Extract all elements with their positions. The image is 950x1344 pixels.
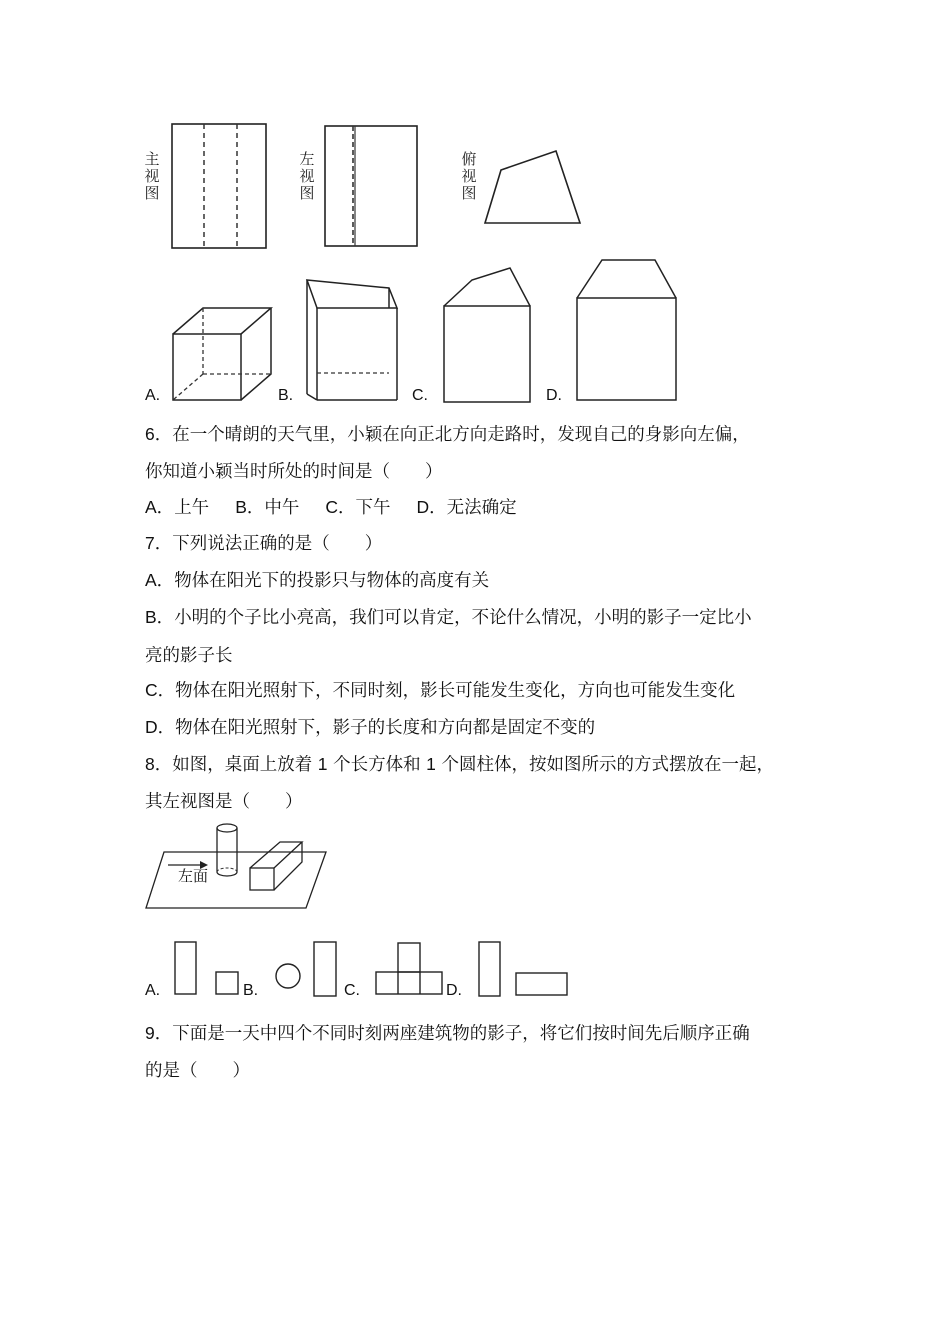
q8-option-c-diagram[interactable] bbox=[374, 940, 446, 998]
q7-option-a[interactable]: A．物体在阳光下的投影只与物体的高度有关 bbox=[145, 570, 490, 591]
q8-option-a-diagram[interactable] bbox=[172, 940, 242, 998]
front-view-label: 主 视 图 bbox=[144, 150, 160, 202]
q8-stem-line1: 8．如图，桌面上放着 1 个长方体和 1 个圆柱体，按如图所示的方式摆放在一起， bbox=[145, 754, 774, 775]
q5-option-c-letter[interactable]: C. bbox=[412, 387, 428, 404]
q6-option-c[interactable]: C．下午 bbox=[325, 497, 391, 518]
q8-option-b-letter[interactable]: B. bbox=[243, 982, 259, 999]
q8-figure-left-label: 左面 bbox=[178, 867, 209, 885]
q8-option-b-diagram[interactable] bbox=[272, 940, 342, 998]
q7-option-c[interactable]: C．物体在阳光照射下，不同时刻，影长可能发生变化，方向也可能发生变化 bbox=[145, 680, 736, 701]
q6-stem-line2: 你知道小颖当时所处的时间是（ ） bbox=[145, 462, 443, 482]
q8-option-d-letter[interactable]: D. bbox=[446, 982, 462, 999]
q6-options bbox=[145, 495, 517, 520]
q7-option-b-cont: 亮的影子长 bbox=[145, 646, 233, 666]
q7-option-b[interactable]: B．小明的个子比小亮高，我们可以肯定，不论什么情况，小明的影子一定比小 bbox=[145, 607, 752, 628]
q5-option-c-solid[interactable] bbox=[442, 266, 534, 406]
q5-option-b-letter[interactable]: B. bbox=[278, 387, 294, 404]
q5-option-a-cube[interactable] bbox=[171, 306, 275, 402]
left-view-label: 左 视 图 bbox=[299, 150, 315, 202]
q6-option-a[interactable]: A．上午 bbox=[145, 497, 210, 518]
q8-option-a-letter[interactable]: A. bbox=[145, 982, 161, 999]
top-view-diagram bbox=[483, 150, 583, 230]
q9-stem-line2: 的是（ ） bbox=[145, 1061, 250, 1081]
q9-stem-line1: 9．下面是一天中四个不同时刻两座建筑物的影子，将它们按时间先后顺序正确 bbox=[145, 1023, 750, 1044]
q8-figure bbox=[144, 820, 334, 912]
q6-stem-line1: 6．在一个晴朗的天气里，小颖在向正北方向走路时，发现自己的身影向左偏， bbox=[145, 424, 750, 445]
q5-option-d-solid[interactable] bbox=[575, 258, 679, 404]
q6-option-b[interactable]: B．中午 bbox=[235, 497, 300, 518]
q7-stem: 7．下列说法正确的是（ ） bbox=[145, 533, 383, 554]
q8-stem-line2: 其左视图是（ ） bbox=[145, 792, 303, 812]
q5-option-b-prism[interactable] bbox=[305, 278, 401, 404]
q8-option-d-diagram[interactable] bbox=[476, 940, 576, 998]
q5-option-d-letter[interactable]: D. bbox=[546, 387, 562, 404]
q5-option-a-letter[interactable]: A. bbox=[145, 387, 161, 404]
q6-option-d[interactable]: D．无法确定 bbox=[416, 497, 517, 518]
q8-option-c-letter[interactable]: C. bbox=[344, 982, 360, 999]
q7-option-d[interactable]: D．物体在阳光照射下，影子的长度和方向都是固定不变的 bbox=[145, 717, 596, 738]
left-view-diagram bbox=[324, 125, 420, 249]
top-view-label: 俯 视 图 bbox=[461, 150, 477, 202]
front-view-diagram bbox=[170, 122, 270, 252]
